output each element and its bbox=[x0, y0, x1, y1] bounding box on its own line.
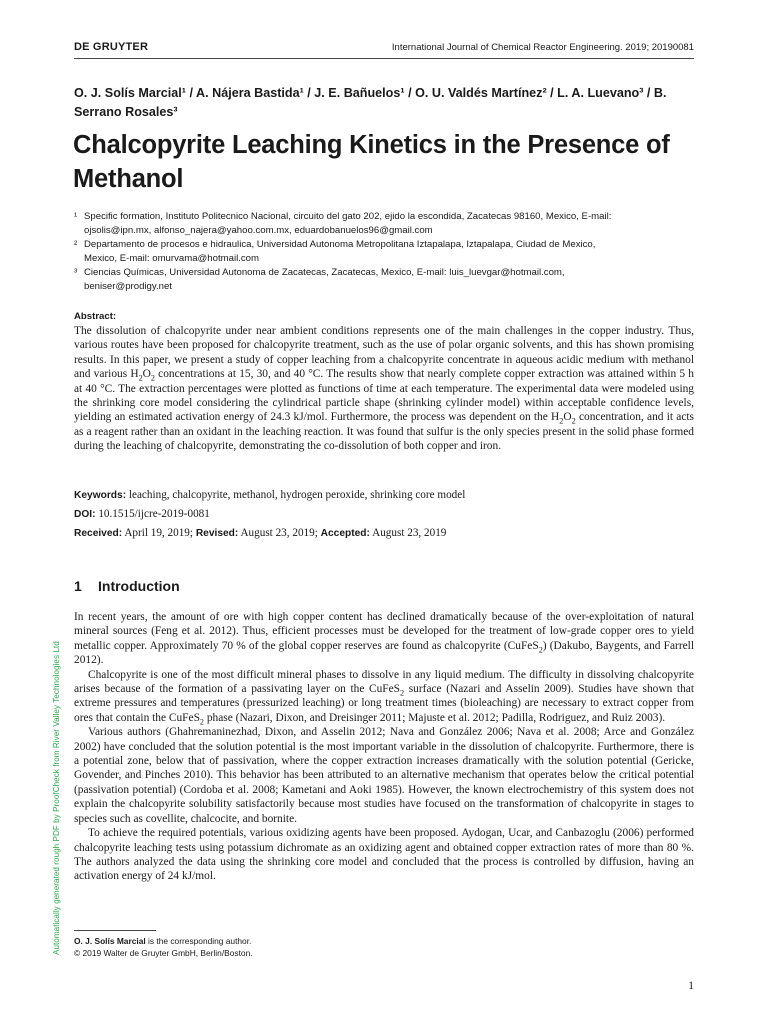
affiliation-3 bbox=[74, 266, 704, 294]
received-date: April 19, 2019; bbox=[124, 527, 194, 539]
affiliation-number: ¹ bbox=[74, 211, 78, 222]
publisher-logo: DE GRUYTER bbox=[74, 41, 149, 53]
dates-line bbox=[74, 526, 694, 541]
doi-line bbox=[74, 507, 694, 522]
keywords-label: Keywords: bbox=[74, 490, 127, 501]
keywords-line bbox=[74, 488, 694, 503]
received-label: Received: bbox=[74, 528, 123, 539]
subscript: 2 bbox=[138, 373, 143, 383]
affiliation-1 bbox=[74, 210, 704, 238]
abstract-part: O bbox=[563, 411, 572, 424]
subscript: 2 bbox=[571, 416, 576, 426]
affiliation-number: ³ bbox=[74, 267, 78, 278]
abstract-text bbox=[74, 324, 694, 454]
revised-date: August 23, 2019; bbox=[240, 527, 318, 539]
abstract-part: O bbox=[142, 368, 151, 381]
paragraph-part: Chalcopyrite is one of the most difficult mineral phases to dissolve in any liquid medium. The difficulty in dissolving chalcopyrite arises because of the formation of a passivating layer on the CuFeS bbox=[74, 668, 694, 696]
abstract-part: concentration, and it acts as a reagent rather than an oxidant in the leaching reaction. It was found that sulfur is the only species present in the solid phase formed during the leaching of chalcopyrite, demonstrating the co-dissolution of both copper and iron. bbox=[74, 411, 694, 453]
doi-link[interactable]: 10.1515/ijcre-2019-0081 bbox=[98, 508, 210, 520]
paragraph-2 bbox=[74, 668, 694, 726]
abstract-part: concentrations at 15, 30, and 40 °C. The results show that nearly complete copper extraction was attained within 5 h at 40 °C. The extraction percentages were plotted as functions of time at each temperature. The experimental data were modeled using the shrinking core model considering the cylindrical particle shape (shrinking cylinder model) within acceptable confidence levels, yielding an estimated activation energy of 24.3 kJ/mol. Furthermore, the process was dependent on the H bbox=[74, 368, 694, 424]
paragraph-part: In recent years, the amount of ore with high copper content has declined dramatically because of the over-exploitation of natural mineral sources (Feng et al. 2012). Thus, efficient processes must be developed for the treatment of low-grade copper ores to yield metallic copper. Approximately 70 % of the global copper reserves are found as chalcopyrite (CuFeS bbox=[74, 611, 694, 652]
abstract-section bbox=[74, 311, 694, 454]
paragraph-1 bbox=[74, 610, 694, 668]
author-note: is the corresponding author. bbox=[145, 936, 252, 946]
abstract-label: Abstract: bbox=[74, 311, 117, 322]
affiliation-2 bbox=[74, 238, 704, 266]
affiliation-emails: Mexico, E-mail: omurvama@hotmail.com bbox=[84, 253, 260, 264]
subscript: 2 bbox=[150, 373, 155, 383]
footnote-rule bbox=[74, 930, 156, 931]
doi-label: DOI: bbox=[74, 509, 96, 520]
affiliation-text: Ciencias Químicas, Universidad Autonoma de Zacatecas, Zacatecas, Mexico, E-mail: luis_luevgar@hotmail.com, bbox=[84, 267, 565, 278]
body-text bbox=[74, 610, 694, 884]
revised-label: Revised: bbox=[195, 528, 239, 539]
section-number: 1 bbox=[74, 578, 82, 594]
affiliation-emails: beniser@prodigy.net bbox=[84, 281, 172, 292]
section-title: Introduction bbox=[98, 578, 180, 594]
abstract-part: The dissolution of chalcopyrite under near ambient conditions represents one of the main challenges in the copper industry. Thus, various routes have been proposed for chalcopyrite treatment, such as the use of polar organic solvents, and this has shown promising results. In this paper, we present a study of copper leaching from a chalcopyrite concentrate in aqueous acidic medium with methanol and various H bbox=[74, 325, 694, 381]
accepted-label: Accepted: bbox=[320, 528, 370, 539]
subscript: 2 bbox=[559, 416, 564, 426]
affiliation-number: ² bbox=[74, 239, 78, 250]
copyright: © 2019 Walter de Gruyter GmbH, Berlin/Boston. bbox=[74, 947, 253, 958]
subscript: 2 bbox=[400, 688, 405, 698]
corresponding-author-note bbox=[74, 936, 253, 948]
accepted-date: August 23, 2019 bbox=[372, 527, 447, 539]
paper-title: Chalcopyrite Leaching Kinetics in the Presence of Methanol bbox=[73, 131, 670, 193]
footnote bbox=[74, 936, 253, 959]
paragraph-part: ) (Dakubo, Baygents, and Farrell 2012). bbox=[74, 639, 694, 667]
page-number: 1 bbox=[688, 980, 694, 992]
paragraph-3: Various authors (Ghahremaninezhad, Dixon, and Asselin 2012; Nava and González 2006; Nava et al. 2008; Arce and González 2002) have concluded that the solution potential is the most important variable in the dissolution of chalcopyrite. Furthermore, there is a potential zone, below that of passivation, where the copper extraction increases dramatically with the solution potential (Gericke, Govender, and Pinches 2010). This behavior has been attributed to an alternative mechanism that operates below the critical potential (passivation potential) (Cordoba et al. 2008; Kametani and Aoki 1985). However, the known electrochemistry of this system does not explain the chalcopyrite solubility satisfactorily because most studies have focused on the transformation of chalcopyrite in stages to species such as covellite, chalcocite, and bornite. bbox=[74, 726, 694, 825]
corresponding-author: O. J. Solís Marcial bbox=[74, 936, 146, 946]
affiliation-text: Specific formation, Instituto Politecnico Nacional, circuito del gato 202, ejido la escondida, Zacatecas 98160, Mexico, E-mail: bbox=[84, 211, 612, 222]
keywords-value: leaching, chalcopyrite, methanol, hydrogen peroxide, shrinking core model bbox=[128, 489, 466, 501]
journal-citation: International Journal of Chemical Reactor Engineering. 2019; 20190081 bbox=[391, 42, 694, 53]
affiliation-text: Departamento de procesos e hidraulica, Universidad Autonoma Metropolitana Iztapalapa, Iztapalapa, Ciudad de Mexico, bbox=[84, 239, 596, 250]
paragraph-part: surface (Nazari and Asselin 2009). Studies have shown that extreme pressures and temperatures (pressurized leaching) or long treatment times (bioleaching) are necessary to extract copper from ores that contain the CuFeS bbox=[74, 683, 694, 724]
subscript: 2 bbox=[538, 645, 543, 655]
subscript: 2 bbox=[199, 717, 205, 727]
paragraph-part: phase (Nazari, Dixon, and Dreisinger 2011; Majuste et al. 2012; Padilla, Rodriguez, and Ruiz 2003). bbox=[204, 711, 666, 724]
affiliation-emails: ojsolis@ipn.mx, alfonso_najera@yahoo.com.mx, eduardobanuelos96@gmail.com bbox=[84, 225, 433, 236]
paragraph-4: To achieve the required potentials, various oxidizing agents have been proposed. Aydogan, Ucar, and Canbazoglu (2006) performed chalcopyrite leaching tests using potassium dichromate as an oxidizing agent and obtained copper extraction rates of more than 80 %. The authors analyzed the data using the shrinking core model and concluded that the process is controlled by diffusion, having an activation energy of 24 kJ/mol. bbox=[74, 827, 694, 883]
author-list: O. J. Solís Marcial¹ / A. Nájera Bastida¹ / J. E. Bañuelos¹ / O. U. Valdés Martínez² / L. A. Luevano³ / B. Serrano Rosales³ bbox=[74, 86, 667, 119]
header-rule bbox=[74, 58, 694, 59]
section-heading bbox=[74, 578, 180, 594]
proofcheck-watermark: Automatically generated rough PDF by ProofCheck from River Valley Technologies Ltd bbox=[52, 641, 61, 955]
affiliations bbox=[74, 210, 704, 294]
